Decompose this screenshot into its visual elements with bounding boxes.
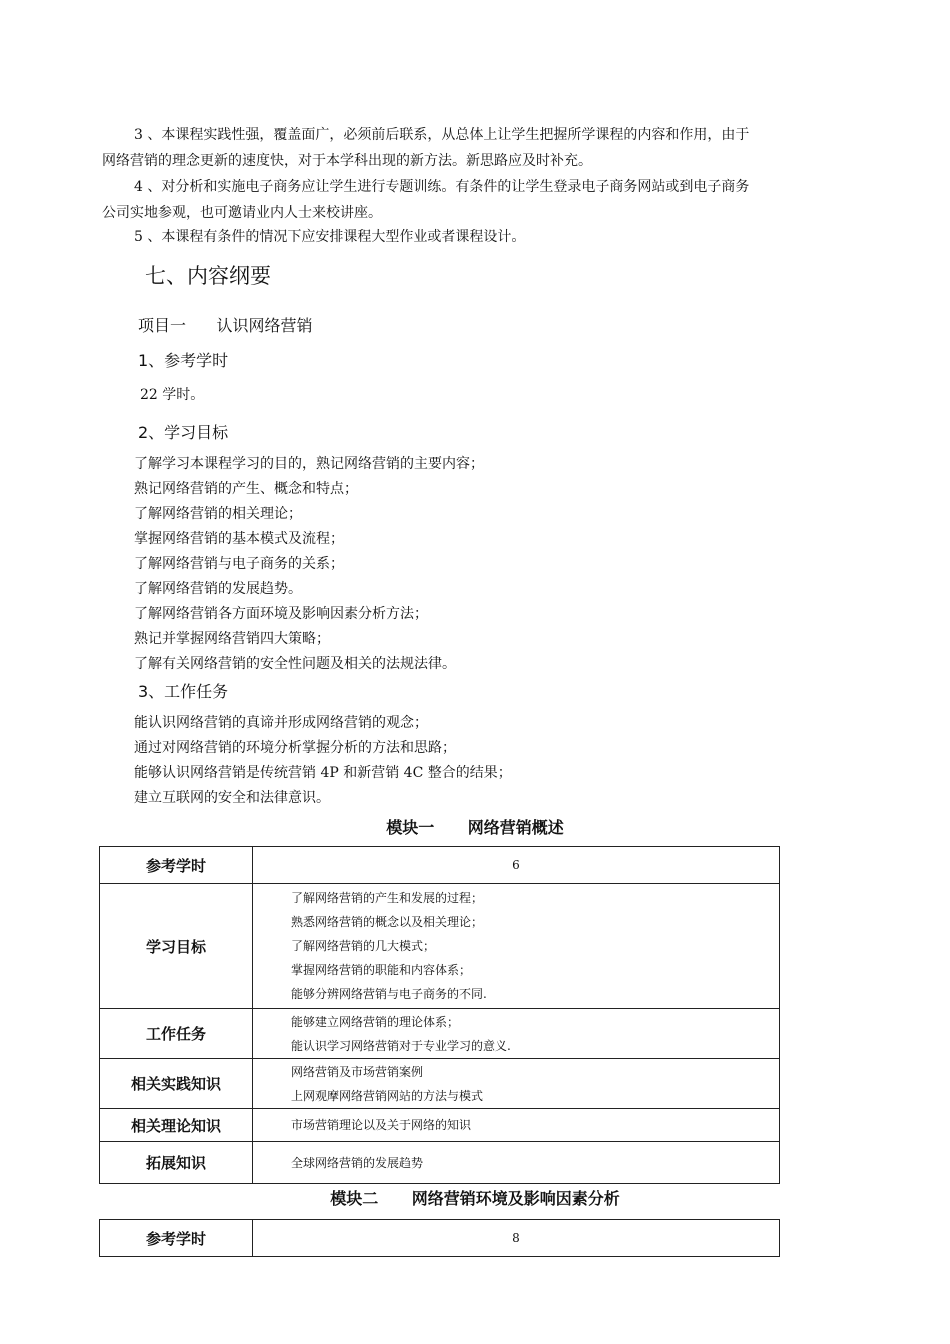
cell-line: 市场营销理论以及关于网络的知识	[291, 1118, 472, 1132]
table-row	[100, 884, 780, 1009]
module1-table	[99, 846, 780, 1184]
tasks-heading: 3、工作任务	[138, 682, 229, 701]
intro-line: 网络营销的理念更新的速度快，对于本学科出现的新方法。新思路应及时补充。	[102, 153, 592, 169]
list-item: 建立互联网的安全和法律意识。	[134, 790, 330, 806]
row-value	[253, 1142, 780, 1184]
goals-list	[134, 452, 484, 677]
intro-line: 5 、本课程有条件的情况下应安排课程大型作业或者课程设计。	[134, 229, 526, 245]
row-value	[253, 1109, 780, 1142]
project-title: 项目一 认识网络营销	[138, 316, 313, 335]
cell-line: 熟悉网络营销的概念以及相关理论；	[291, 915, 484, 929]
cell-line: 6	[512, 858, 520, 872]
row-label: 学习目标	[100, 884, 253, 1009]
ref-hours-value: 22 学时。	[140, 387, 205, 403]
table-row	[100, 1109, 780, 1142]
row-value	[253, 1009, 780, 1059]
cell-line: 了解网络营销的产生和发展的过程；	[291, 891, 484, 905]
row-label: 参考学时	[100, 1220, 253, 1257]
list-item: 熟记并掌握网络营销四大策略；	[134, 631, 330, 647]
cell-line: 网络营销及市场营销案例	[291, 1064, 424, 1079]
list-item: 了解网络营销与电子商务的关系；	[134, 556, 344, 572]
row-value	[253, 1059, 780, 1109]
module2-table	[99, 1219, 780, 1257]
list-item: 了解网络营销的发展趋势。	[134, 581, 302, 597]
intro-paragraph-4	[102, 174, 749, 226]
row-label: 参考学时	[100, 847, 253, 884]
list-item: 能够认识网络营销是传统营销 4P 和新营销 4C 整合的结果；	[134, 765, 512, 781]
module2-title: 模块二 网络营销环境及影响因素分析	[330, 1189, 620, 1208]
list-item: 了解有关网络营销的安全性问题及相关的法规法律。	[134, 656, 456, 672]
cell-line: 全球网络营销的发展趋势	[291, 1155, 424, 1170]
table-row	[100, 1009, 780, 1059]
section-title: 七、内容纲要	[145, 264, 271, 288]
list-item: 熟记网络营销的产生、概念和特点；	[134, 481, 358, 497]
row-label: 相关理论知识	[100, 1109, 253, 1142]
row-label: 工作任务	[100, 1009, 253, 1059]
cell-line: 能够建立网络营销的理论体系；	[291, 1014, 460, 1029]
intro-paragraph-3	[102, 122, 749, 174]
cell-line: 了解网络营销的几大模式；	[291, 939, 436, 953]
cell-line: 8	[512, 1231, 520, 1245]
cell-line: 上网观摩网络营销网站的方法与模式	[291, 1088, 484, 1103]
intro-line: 4 、对分析和实施电子商务应让学生进行专题训练。有条件的让学生登录电子商务网站或到电子商务	[134, 179, 750, 195]
list-item: 能认识网络营销的真谛并形成网络营销的观念；	[134, 715, 428, 731]
tasks-list	[134, 711, 512, 811]
table-row	[100, 1220, 780, 1257]
row-value	[253, 847, 780, 884]
cell-line: 掌握网络营销的职能和内容体系；	[291, 963, 472, 977]
cell-line: 能认识学习网络营销对于专业学习的意义.	[291, 1038, 511, 1053]
cell-line: 能够分辨网络营销与电子商务的不同.	[291, 987, 487, 1001]
table-row	[100, 1142, 780, 1184]
goals-heading: 2、学习目标	[138, 423, 229, 442]
module1-title: 模块一 网络营销概述	[386, 818, 564, 837]
row-value	[253, 1220, 780, 1257]
intro-paragraph-5	[102, 224, 525, 250]
list-item: 了解网络营销各方面环境及影响因素分析方法；	[134, 606, 428, 622]
table-row	[100, 847, 780, 884]
intro-line: 公司实地参观，也可邀请业内人士来校讲座。	[102, 205, 382, 221]
list-item: 通过对网络营销的环境分析掌握分析的方法和思路；	[134, 740, 456, 756]
ref-hours-heading: 1、参考学时	[138, 351, 229, 370]
table-row	[100, 1059, 780, 1109]
list-item: 了解学习本课程学习的目的，熟记网络营销的主要内容；	[134, 456, 484, 472]
list-item: 掌握网络营销的基本模式及流程；	[134, 531, 344, 547]
intro-line: 3 、本课程实践性强，覆盖面广，必须前后联系，从总体上让学生把握所学课程的内容和作用，由于	[134, 127, 750, 143]
list-item: 了解网络营销的相关理论；	[134, 506, 302, 522]
row-label: 拓展知识	[100, 1142, 253, 1184]
row-value	[253, 884, 780, 1009]
row-label: 相关实践知识	[100, 1059, 253, 1109]
